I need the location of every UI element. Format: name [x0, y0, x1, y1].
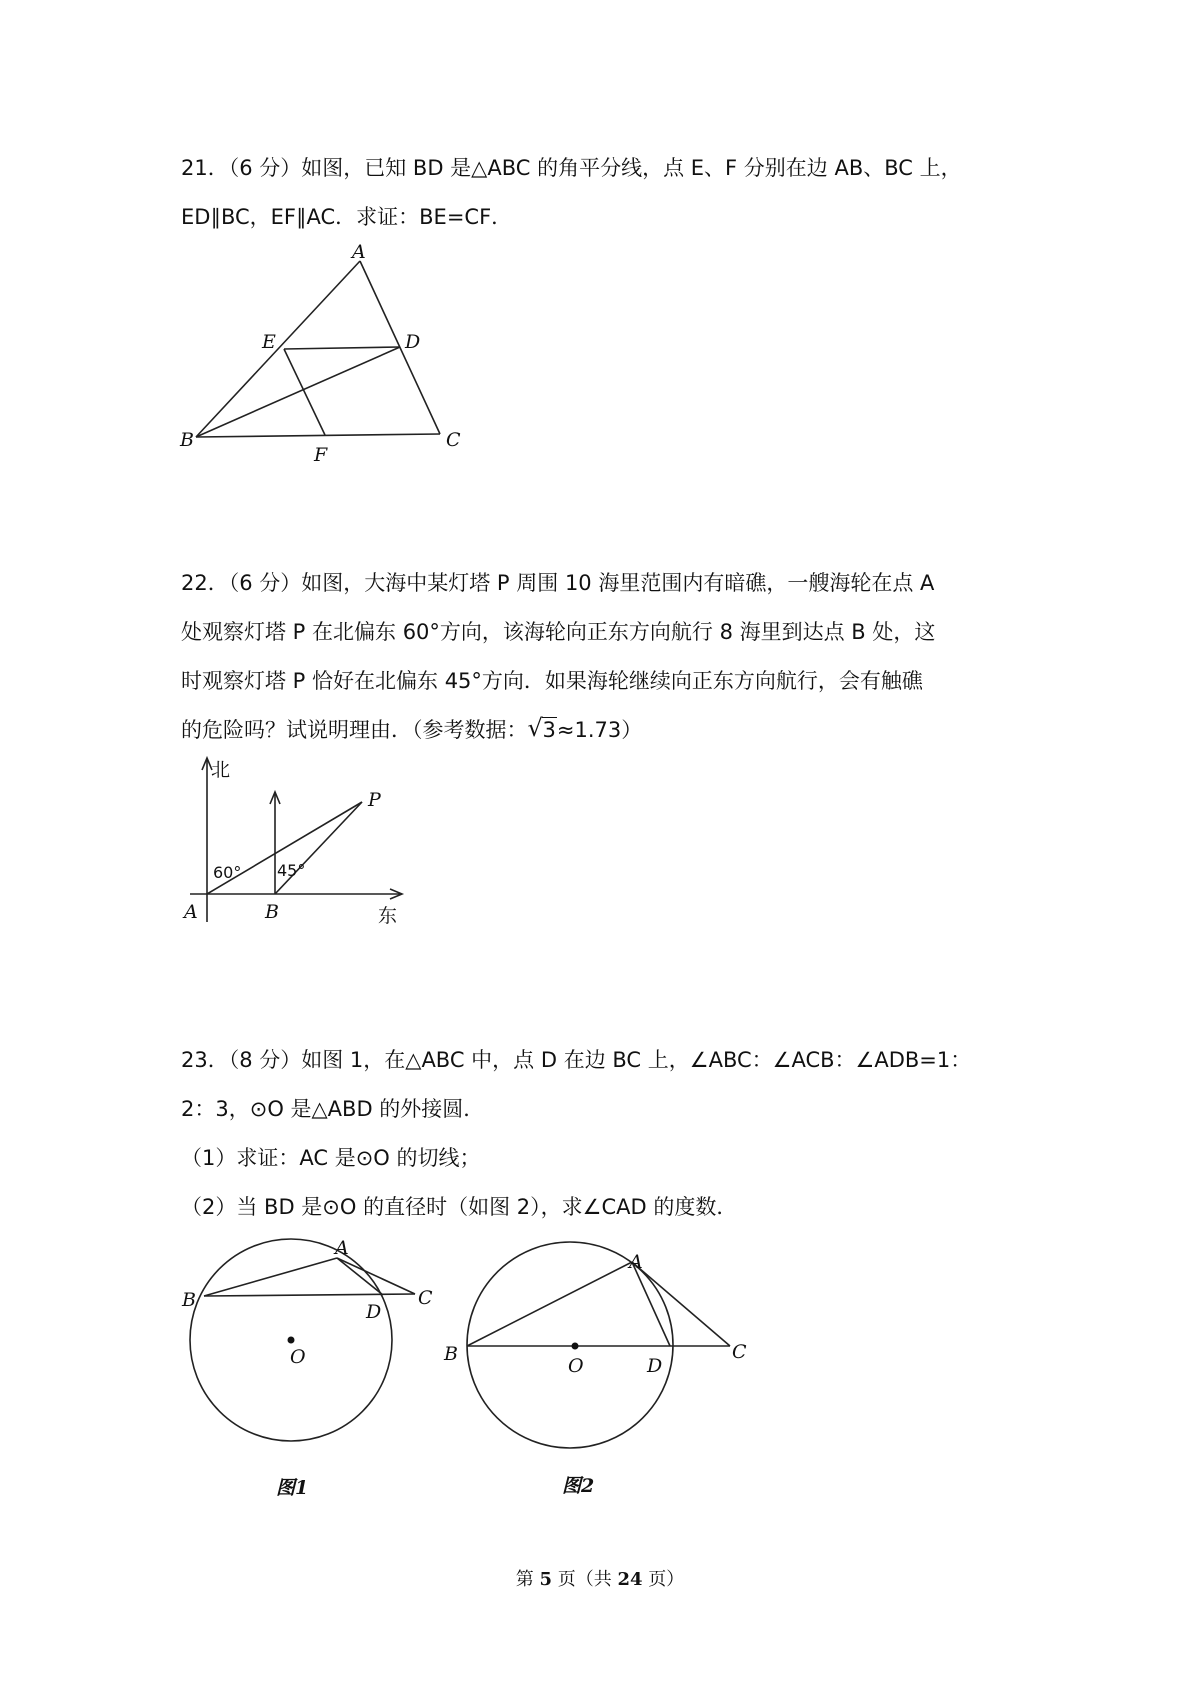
q23-line-3: （1）求证：AC 是⊙O 的切线；	[181, 1146, 481, 1170]
q22-line-2: 处观察灯塔 P 在北偏东 60°方向，该海轮向正东方向航行 8 海里到达点 B 处，这	[181, 620, 936, 644]
center-point-o	[572, 1343, 579, 1350]
east-label: 东	[378, 905, 398, 927]
label-d: D	[405, 331, 421, 353]
label-b: B	[265, 901, 279, 923]
q22-line-1: 22．（6 分）如图，大海中某灯塔 P 周围 10 海里范围内有暗礁，一艘海轮在点 A	[181, 571, 935, 595]
q22-bearing-figure	[170, 750, 430, 950]
label-c: C	[446, 429, 461, 451]
footer-prefix: 第	[515, 1569, 540, 1590]
label-b: B	[180, 429, 194, 451]
footer-suffix: 页）	[642, 1569, 685, 1590]
segment-bc	[196, 434, 440, 437]
segment-ef	[284, 349, 325, 435]
q21-triangle-figure	[170, 235, 470, 465]
center-point-o	[288, 1337, 295, 1344]
total-page-count: 24	[617, 1569, 643, 1590]
page-footer	[0, 1565, 1200, 1591]
angle-60-label: 60°	[213, 863, 242, 882]
label-a: A	[352, 241, 366, 263]
label-a: A	[335, 1237, 349, 1259]
q23-line-4: （2）当 BD 是⊙O 的直径时（如图 2），求∠CAD 的度数．	[181, 1195, 738, 1219]
label-p: P	[368, 789, 381, 811]
segment-ba	[467, 1262, 632, 1346]
q23-figure-1	[170, 1230, 440, 1505]
segment-bd	[196, 347, 400, 437]
q23-figure-2	[440, 1230, 760, 1500]
q22-line-4	[181, 714, 643, 742]
sqrt-radicand: 3	[542, 718, 556, 742]
segment-ac	[632, 1262, 730, 1346]
q22-line-4-text: 的危险吗？试说明理由．（参考数据：	[181, 718, 528, 742]
q23-line-2: 2：3，⊙O 是△ABD 的外接圆．	[181, 1097, 485, 1121]
q21-line-1: 21．（6 分）如图，已知 BD 是△ABC 的角平分线，点 E、F 分别在边 AB、BC 上，	[181, 156, 962, 180]
label-c: C	[732, 1341, 747, 1363]
q23-line-1: 23．（8 分）如图 1，在△ABC 中，点 D 在边 BC 上，∠ABC：∠ACB：∠ADB=1：	[181, 1048, 972, 1072]
label-d: D	[647, 1355, 663, 1377]
label-d: D	[366, 1301, 382, 1323]
figure-2-caption: 图2	[562, 1475, 595, 1497]
label-c: C	[418, 1287, 433, 1309]
angle-45-label: 45°	[277, 861, 306, 880]
q22-line-4-tail: ≈1.73）	[556, 718, 643, 742]
segment-ed	[284, 347, 400, 349]
label-a: A	[184, 901, 198, 923]
q22-line-3: 时观察灯塔 P 恰好在北偏东 45°方向．如果海轮继续向正东方向航行，会有触礁	[181, 669, 923, 693]
label-f: F	[314, 444, 328, 466]
sqrt-symbol: √ 3	[527, 714, 556, 742]
label-b: B	[444, 1343, 458, 1365]
label-o: O	[290, 1346, 306, 1368]
label-o: O	[568, 1355, 584, 1377]
q21-line-2: ED∥BC，EF∥AC．求证：BE=CF．	[181, 205, 513, 229]
figure-1-caption: 图1	[276, 1477, 309, 1499]
footer-middle: 页（共	[552, 1569, 618, 1590]
label-b: B	[182, 1289, 196, 1311]
segment-ab	[196, 261, 360, 437]
north-label: 北	[211, 759, 231, 781]
segment-bp	[275, 802, 362, 894]
label-a: A	[629, 1251, 643, 1273]
label-e: E	[262, 331, 276, 353]
current-page-number: 5	[539, 1569, 552, 1590]
